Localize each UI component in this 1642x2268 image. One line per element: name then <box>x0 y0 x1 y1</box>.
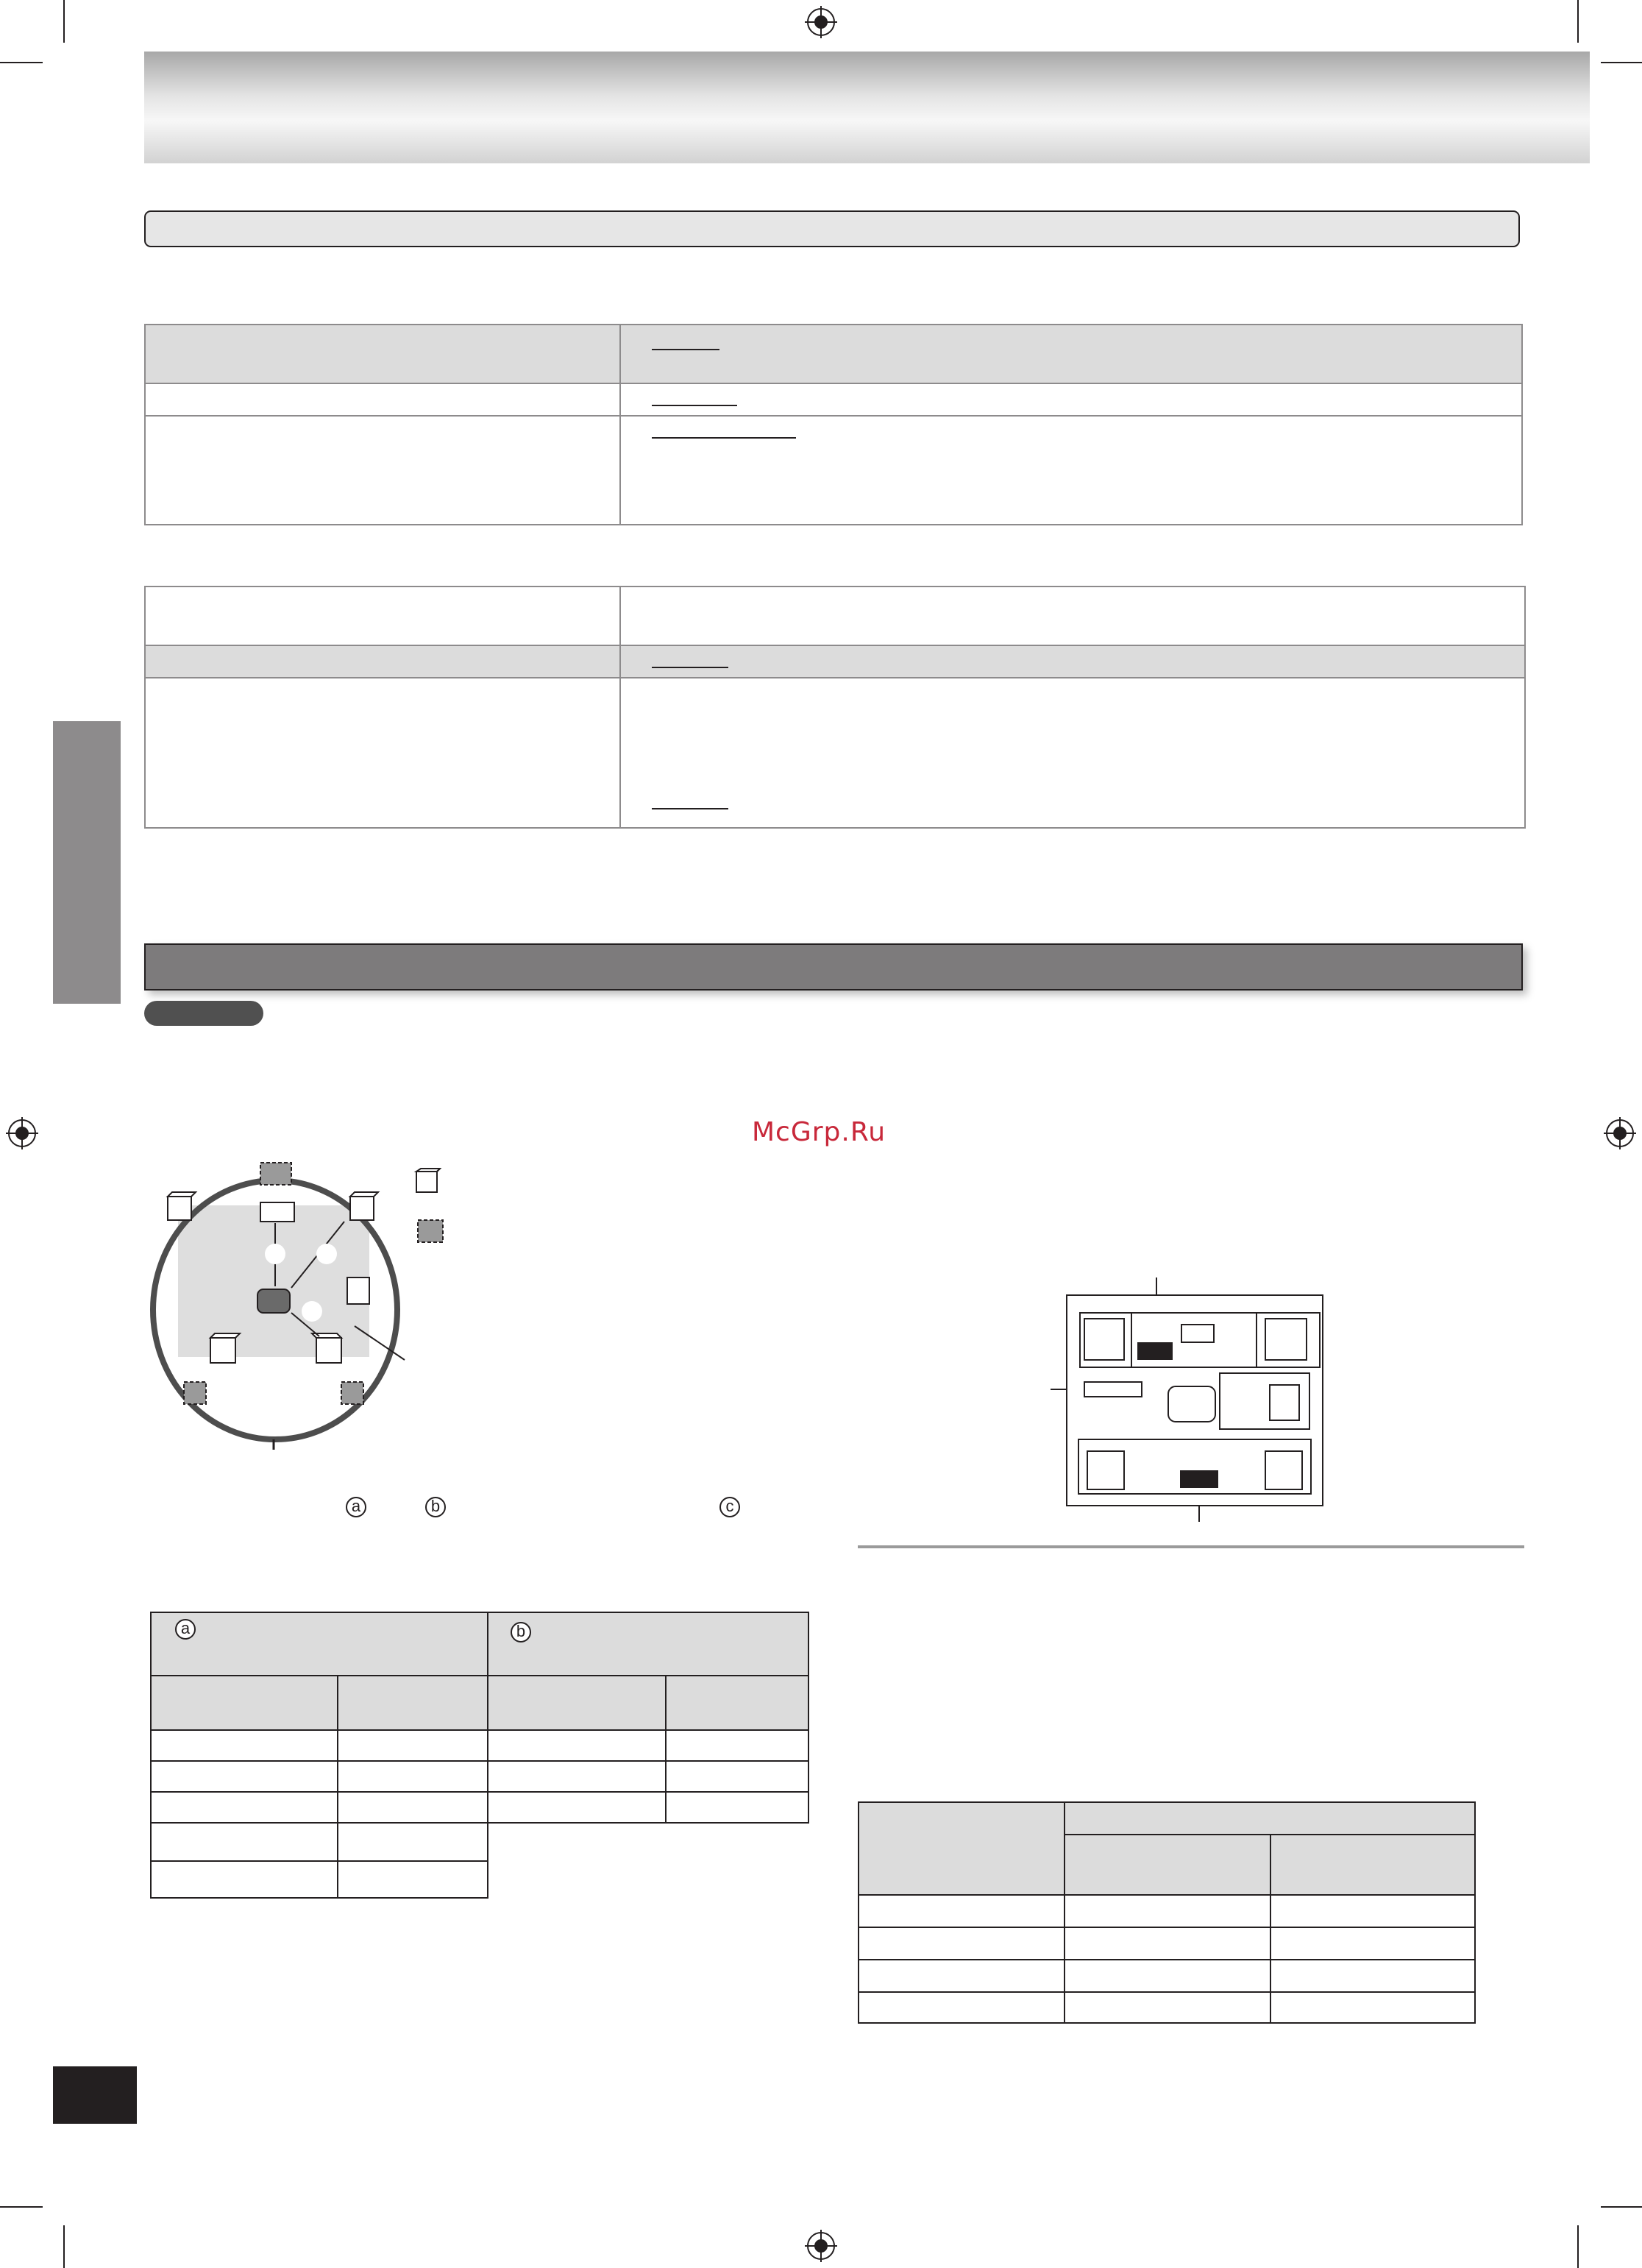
crop-mark <box>1577 2225 1579 2268</box>
table-row <box>151 1861 808 1898</box>
table-subheader <box>338 1676 488 1730</box>
table-row <box>151 1792 808 1823</box>
label-box-filled <box>1180 1470 1218 1488</box>
optional-speaker-icon <box>184 1382 206 1404</box>
callout-a: a <box>346 1497 366 1517</box>
speaker-icon <box>1084 1319 1124 1360</box>
underline <box>652 349 719 350</box>
crop-mark <box>0 62 43 63</box>
section-heading-bar <box>144 210 1520 247</box>
distance-table <box>150 1612 809 1899</box>
table-row <box>151 1730 808 1761</box>
legend-optional-speaker-icon <box>416 1219 446 1245</box>
table-subheader <box>151 1676 338 1730</box>
crop-mark <box>1601 62 1642 63</box>
speaker-icon <box>168 1192 196 1220</box>
table-row <box>859 1895 1475 1927</box>
underline <box>652 437 796 439</box>
subwoofer-icon <box>1270 1385 1299 1420</box>
table-cell <box>145 325 620 383</box>
room-area <box>178 1205 369 1357</box>
label-box-empty <box>1084 1382 1142 1397</box>
optional-speaker-icon <box>341 1382 363 1404</box>
center-speaker-icon <box>1181 1325 1214 1342</box>
table-cell <box>620 678 1525 828</box>
center-speaker-icon <box>260 1202 294 1222</box>
callout-b: b <box>511 1622 531 1642</box>
table-subheader <box>1065 1835 1270 1895</box>
room-layout-diagram <box>1045 1277 1324 1522</box>
speaker-icon <box>1087 1451 1124 1489</box>
table-row <box>859 1960 1475 1992</box>
speaker-icon <box>1265 1319 1307 1360</box>
registration-mark-icon <box>1604 1117 1636 1149</box>
table-cell <box>145 645 620 678</box>
table-header <box>1065 1802 1475 1835</box>
table-header-a <box>151 1612 488 1676</box>
settings-table-1 <box>144 324 1523 525</box>
table-row <box>151 1761 808 1792</box>
settings-table-2 <box>144 586 1526 829</box>
crop-mark <box>1577 0 1579 43</box>
table-cell <box>145 587 620 645</box>
table-subheader <box>488 1676 666 1730</box>
speaker-icon <box>350 1192 378 1220</box>
table-row <box>151 1823 808 1861</box>
underline <box>652 405 737 406</box>
registration-mark-icon <box>805 6 837 38</box>
section-heading-dark-bar <box>144 943 1523 991</box>
page-header-band <box>144 52 1590 163</box>
legend-speaker-icon <box>413 1167 443 1195</box>
table-cell <box>145 678 620 828</box>
callout-circle <box>265 1244 285 1264</box>
callout-circle <box>302 1301 322 1322</box>
section-divider <box>858 1545 1524 1548</box>
subwoofer-icon <box>347 1277 369 1304</box>
label-box-filled <box>1137 1342 1173 1360</box>
listener-seat-icon <box>1168 1386 1215 1422</box>
table-cell <box>620 587 1525 645</box>
crop-mark <box>0 2206 43 2208</box>
table-row <box>859 1927 1475 1960</box>
speaker-icon <box>312 1333 341 1363</box>
speaker-icon <box>210 1333 240 1363</box>
listener-seat-icon <box>257 1289 290 1313</box>
registration-mark-icon <box>6 1117 38 1149</box>
chapter-side-tab <box>53 721 121 1004</box>
optional-speaker-icon <box>260 1163 291 1185</box>
underline <box>652 667 728 668</box>
speaker-layout-diagram <box>144 1155 490 1450</box>
table-cell <box>620 325 1522 383</box>
table-cell <box>145 416 620 525</box>
crop-mark <box>63 2225 65 2268</box>
table-header-b <box>488 1612 808 1676</box>
crop-mark <box>63 0 65 43</box>
crop-mark <box>1601 2206 1642 2208</box>
table-row <box>859 1992 1475 2023</box>
table-header <box>859 1802 1065 1895</box>
table-subheader <box>1270 1835 1475 1895</box>
table-cell <box>145 383 620 416</box>
callout-a: a <box>175 1619 196 1640</box>
settings-table-3 <box>858 1801 1476 2024</box>
table-cell <box>620 383 1522 416</box>
callout-c: c <box>719 1497 740 1517</box>
callout-b: b <box>425 1497 446 1517</box>
model-label-pill <box>144 1001 263 1026</box>
table-cell <box>620 416 1522 525</box>
registration-mark-icon <box>805 2230 837 2262</box>
table-cell <box>620 645 1525 678</box>
speaker-icon <box>1265 1451 1302 1489</box>
underline <box>652 808 728 809</box>
table-subheader <box>666 1676 808 1730</box>
watermark: McGrp.Ru <box>752 1117 886 1147</box>
callout-circle <box>316 1244 337 1264</box>
page-number-box <box>53 2066 137 2124</box>
